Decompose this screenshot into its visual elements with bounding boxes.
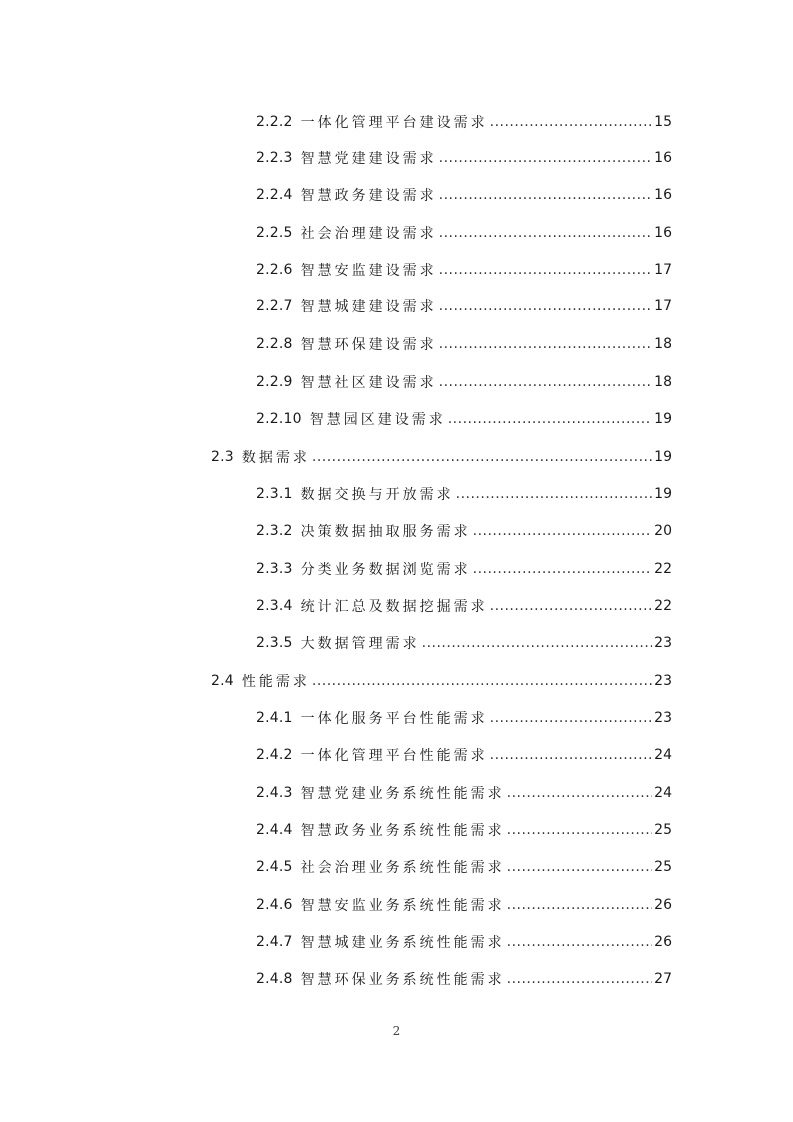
toc-title: 智慧城建业务系统性能需求 [300, 935, 505, 951]
toc-entry-2-4-5[interactable] [256, 855, 672, 879]
toc-page: 15 [654, 114, 672, 130]
toc-title: 智慧安监业务系统性能需求 [300, 898, 505, 914]
toc-entry-2-3[interactable] [211, 445, 672, 469]
toc-title: 社会治理建设需求 [300, 226, 437, 242]
toc-page: 18 [654, 374, 672, 390]
toc-leader-dots [490, 710, 653, 726]
toc-number: 2.2.8 [256, 336, 293, 352]
toc-entry-2-4-2[interactable] [256, 743, 672, 767]
toc-leader-dots [490, 598, 653, 614]
toc-title: 性能需求 [241, 674, 310, 690]
toc-leader-dots [439, 336, 653, 352]
toc-title: 智慧安监建设需求 [300, 263, 437, 279]
toc-number: 2.3.1 [256, 486, 293, 502]
page-number: 2 [392, 1024, 401, 1038]
toc-entry-2-4-3[interactable] [256, 781, 672, 805]
toc-number: 2.2.2 [256, 114, 293, 130]
toc-number: 2.2.10 [256, 411, 302, 427]
toc-leader-dots [439, 150, 653, 166]
toc-leader-dots [507, 934, 653, 950]
toc-title: 智慧园区建设需求 [309, 412, 446, 428]
toc-entry-2-2-5[interactable] [256, 221, 672, 245]
toc-entry-2-2-8[interactable] [256, 332, 672, 356]
toc-leader-dots [439, 298, 653, 314]
toc-entry-2-3-2[interactable] [256, 519, 672, 543]
toc-page: 26 [654, 934, 672, 950]
toc-leader-dots [507, 822, 653, 838]
toc-title: 数据需求 [241, 450, 310, 466]
toc-page: 23 [654, 673, 672, 689]
toc-page: 27 [654, 971, 672, 987]
toc-page: 20 [654, 523, 672, 539]
toc-page: 16 [654, 150, 672, 166]
toc-entry-2-2-3[interactable] [256, 146, 672, 170]
toc-number: 2.4.7 [256, 934, 293, 950]
toc-page: 17 [654, 298, 672, 314]
toc-page: 26 [654, 897, 672, 913]
toc-leader-dots [507, 971, 653, 987]
toc-number: 2.4.5 [256, 859, 293, 875]
toc-entry-2-4-1[interactable] [256, 706, 672, 730]
toc-entry-2-2-2[interactable] [256, 110, 672, 134]
toc-title: 社会治理业务系统性能需求 [300, 860, 505, 876]
toc-number: 2.4.2 [256, 747, 293, 763]
toc-title: 大数据管理需求 [300, 636, 420, 652]
toc-entry-2-4-6[interactable] [256, 893, 672, 917]
toc-number: 2.3.3 [256, 561, 293, 577]
toc-entry-2-2-4[interactable] [256, 183, 672, 207]
toc-number: 2.4.8 [256, 971, 293, 987]
toc-page: 19 [654, 449, 672, 465]
toc-title: 一体化服务平台性能需求 [300, 711, 488, 727]
toc-leader-dots [439, 262, 653, 278]
toc-number: 2.2.9 [256, 374, 293, 390]
toc-title: 智慧社区建设需求 [300, 375, 437, 391]
toc-leader-dots [473, 523, 653, 539]
toc-page: 22 [654, 561, 672, 577]
toc-number: 2.2.7 [256, 298, 293, 314]
toc-entry-2-3-5[interactable] [256, 631, 672, 655]
toc-title: 统计汇总及数据挖掘需求 [300, 599, 488, 615]
toc-entry-2-4-7[interactable] [256, 930, 672, 954]
toc-leader-dots [490, 114, 653, 130]
toc-leader-dots [312, 449, 652, 465]
toc-number: 2.2.5 [256, 225, 293, 241]
toc-page: 24 [654, 785, 672, 801]
toc-number: 2.2.6 [256, 262, 293, 278]
toc-number: 2.4.1 [256, 710, 293, 726]
toc-title: 一体化管理平台建设需求 [300, 115, 488, 131]
toc-page: 17 [654, 262, 672, 278]
toc-leader-dots [473, 561, 653, 577]
toc-number: 2.4 [211, 673, 234, 689]
toc-number: 2.2.4 [256, 187, 293, 203]
toc-title: 决策数据抽取服务需求 [300, 524, 471, 540]
toc-entry-2-3-4[interactable] [256, 594, 672, 618]
toc-page: 22 [654, 598, 672, 614]
toc-entry-2-2-9[interactable] [256, 370, 672, 394]
toc-title: 智慧城建建设需求 [300, 299, 437, 315]
toc-entry-2-3-3[interactable] [256, 557, 672, 581]
toc-page: 19 [654, 486, 672, 502]
toc-page: 19 [654, 411, 672, 427]
toc-page: 25 [654, 822, 672, 838]
toc-number: 2.2.3 [256, 150, 293, 166]
toc-title: 智慧政务业务系统性能需求 [300, 823, 505, 839]
toc-title: 分类业务数据浏览需求 [300, 562, 471, 578]
toc-page: 16 [654, 187, 672, 203]
toc-leader-dots [448, 411, 652, 427]
toc-leader-dots [422, 635, 653, 651]
toc-title: 数据交换与开放需求 [300, 487, 454, 503]
toc-entry-2-3-1[interactable] [256, 482, 672, 506]
toc-entry-2-2-10[interactable] [256, 407, 672, 431]
toc-entry-2-2-7[interactable] [256, 294, 672, 318]
toc-title: 智慧环保业务系统性能需求 [300, 972, 505, 988]
toc-entry-2-2-6[interactable] [256, 258, 672, 282]
toc-leader-dots [456, 486, 653, 502]
toc-page: 16 [654, 225, 672, 241]
toc-leader-dots [507, 785, 653, 801]
toc-page: 23 [654, 635, 672, 651]
toc-number: 2.4.3 [256, 785, 293, 801]
toc-page: 24 [654, 747, 672, 763]
toc-title: 智慧党建业务系统性能需求 [300, 786, 505, 802]
toc-title: 智慧政务建设需求 [300, 188, 437, 204]
toc-entry-2-4[interactable] [211, 669, 672, 693]
toc-number: 2.3.5 [256, 635, 293, 651]
toc-number: 2.4.4 [256, 822, 293, 838]
toc-page: 23 [654, 710, 672, 726]
toc-leader-dots [312, 673, 652, 689]
toc-page: 25 [654, 859, 672, 875]
toc-entry-2-4-4[interactable] [256, 818, 672, 842]
toc-number: 2.3 [211, 449, 234, 465]
toc-leader-dots [439, 225, 653, 241]
toc-entry-2-4-8[interactable] [256, 967, 672, 991]
toc-leader-dots [507, 859, 653, 875]
toc-number: 2.3.2 [256, 523, 293, 539]
toc-page: 18 [654, 336, 672, 352]
toc-number: 2.4.6 [256, 897, 293, 913]
toc-title: 智慧党建建设需求 [300, 151, 437, 167]
toc-leader-dots [507, 897, 653, 913]
toc-leader-dots [490, 747, 653, 763]
toc-leader-dots [439, 374, 653, 390]
toc-title: 智慧环保建设需求 [300, 337, 437, 353]
toc-number: 2.3.4 [256, 598, 293, 614]
toc-title: 一体化管理平台性能需求 [300, 748, 488, 764]
toc-leader-dots [439, 187, 653, 203]
